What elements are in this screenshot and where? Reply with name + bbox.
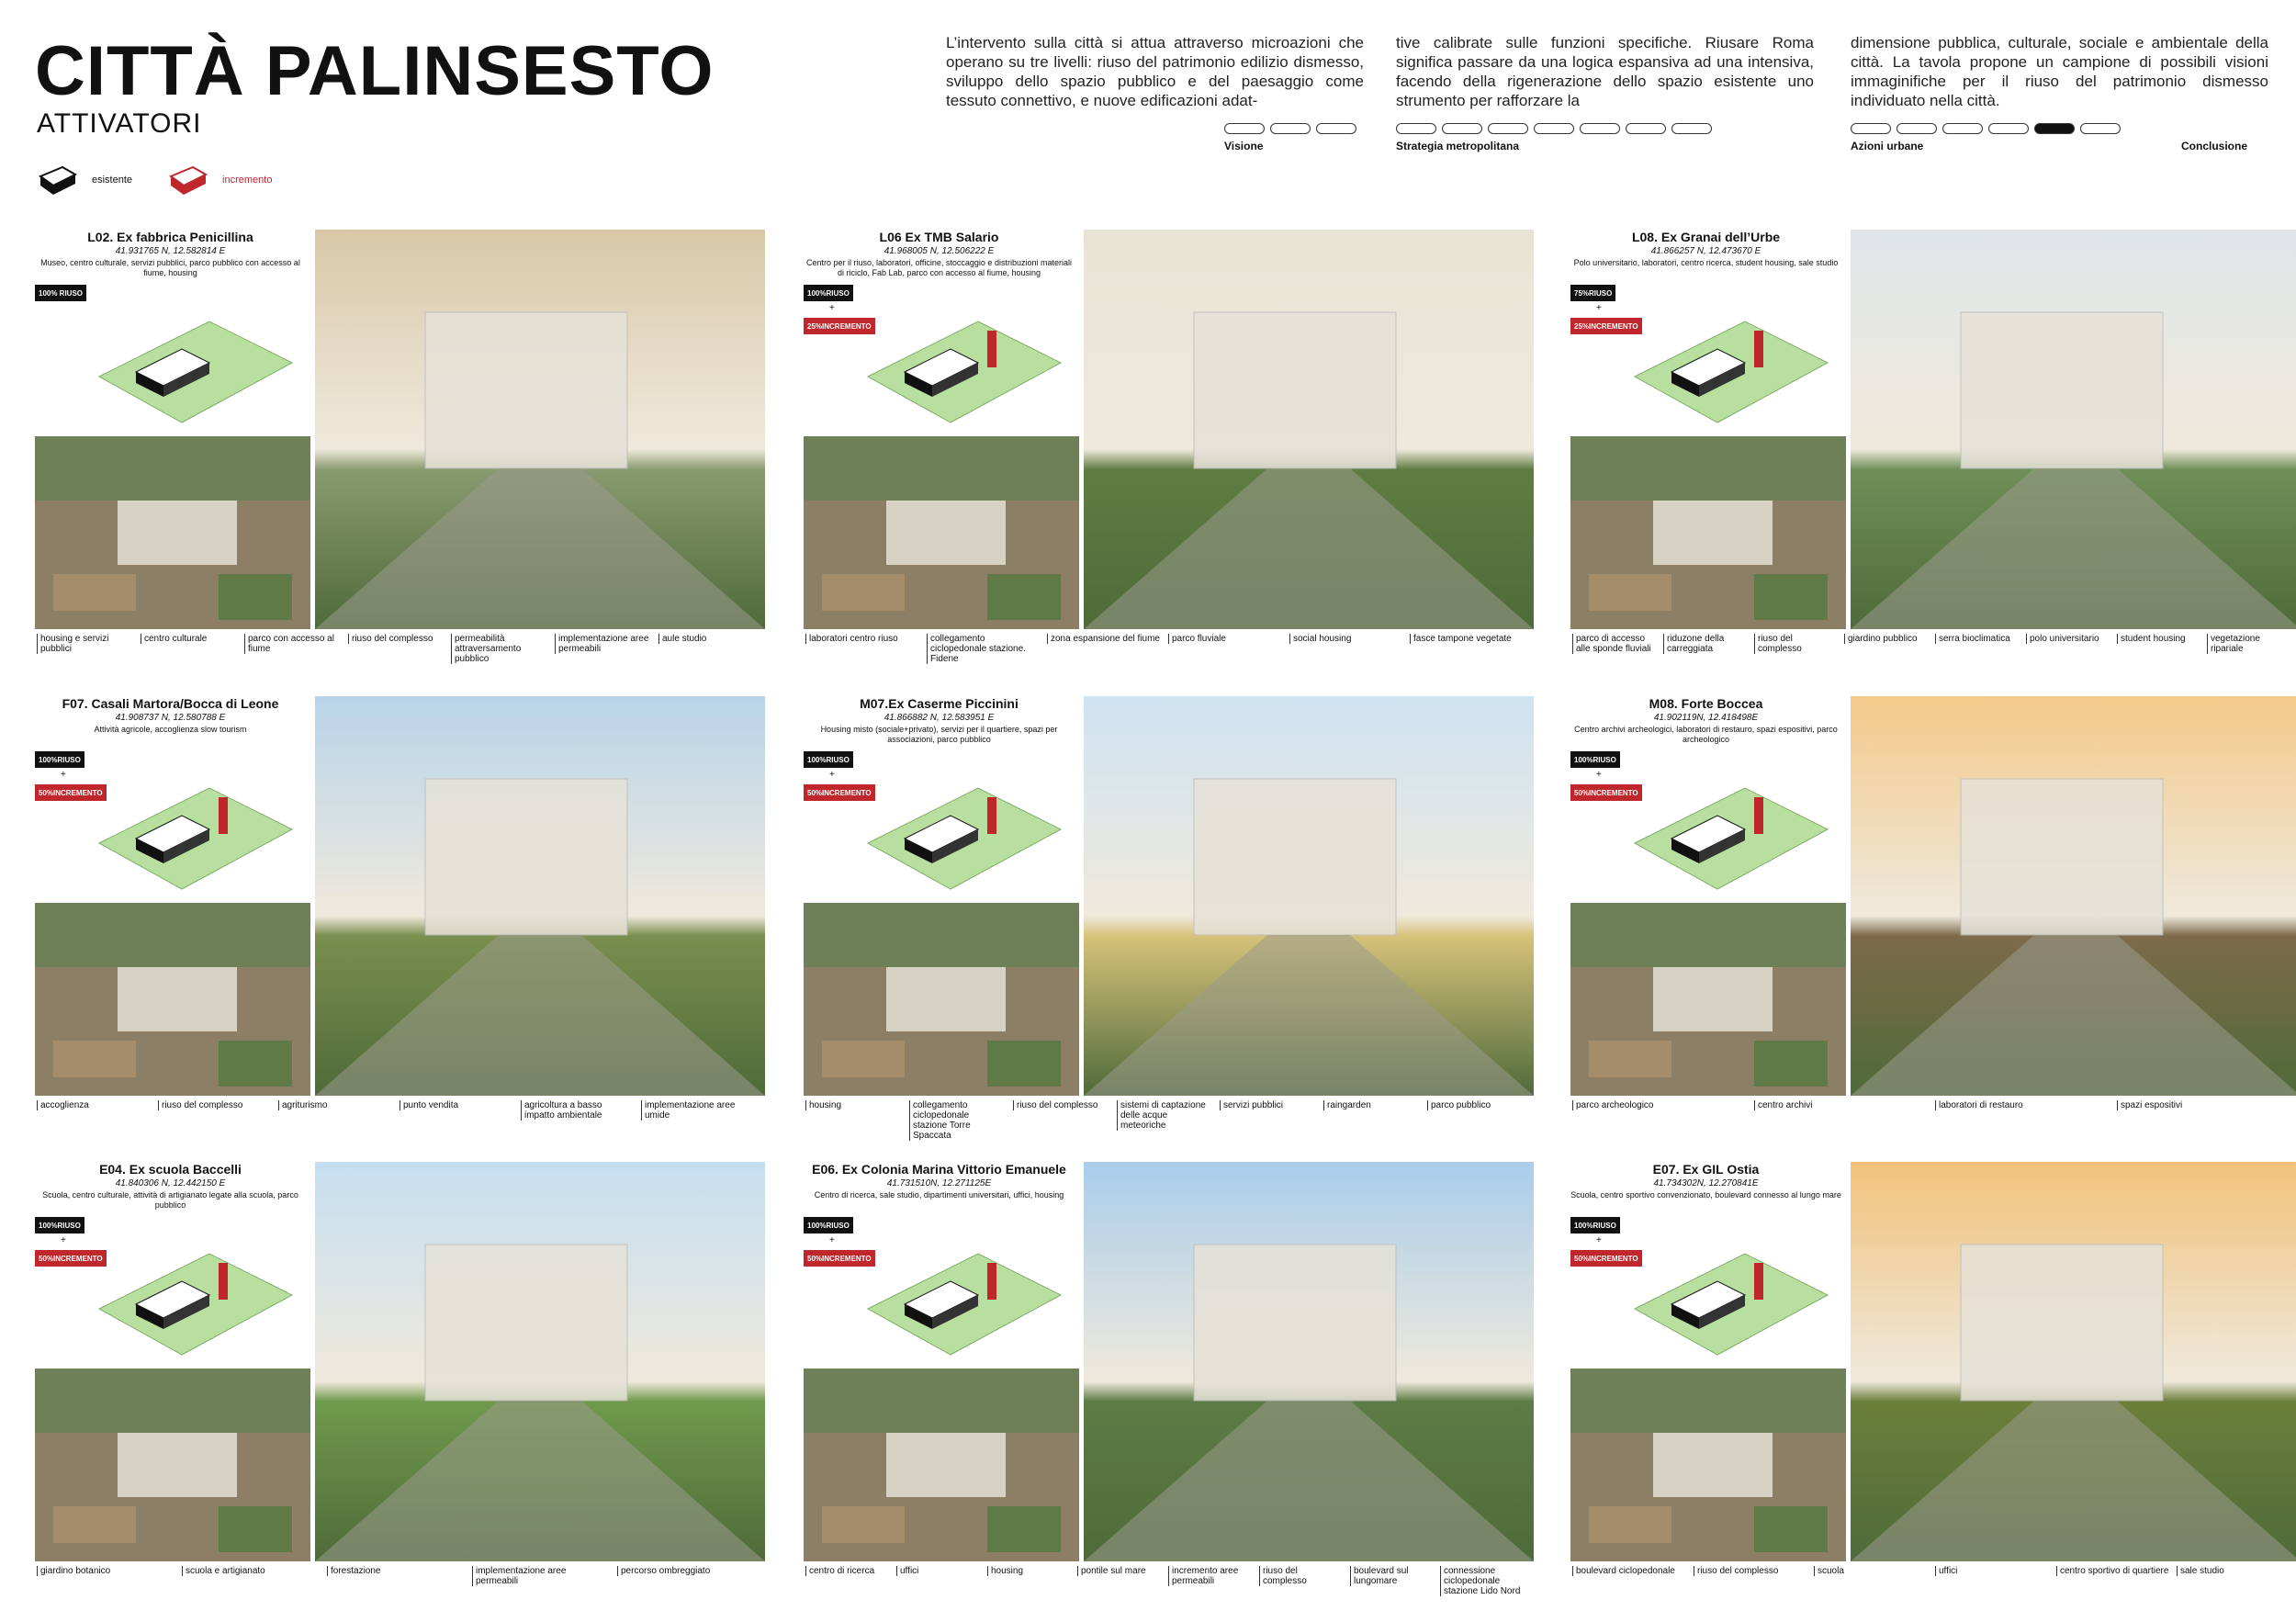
project-coordinates: 41.902119N, 12.418498E <box>1653 713 1759 723</box>
caption-label: parco di accesso alle sponde fluviali <box>1572 634 1656 654</box>
project-description: Polo universitario, laboratori, centro ricerca, student housing, sale studio <box>1573 258 1839 267</box>
caption-label: zona espansione del fiume <box>1047 634 1161 644</box>
project-header <box>35 696 306 735</box>
aerial-photo <box>35 1369 310 1561</box>
project-coordinates: 41.734302N, 12.270841E <box>1653 1178 1759 1188</box>
project-coordinates: 41.866257 N, 12.473670 E <box>1650 246 1761 256</box>
project-coordinates: 41.908737 N, 12.580788 E <box>115 713 226 723</box>
nav-pill-active[interactable] <box>2034 123 2075 134</box>
project-name: E04. Ex scuola Baccelli <box>99 1162 242 1177</box>
render-image <box>1084 230 1534 629</box>
plus-sign: + <box>829 770 835 780</box>
plus-sign: + <box>829 303 835 313</box>
axonometric-diagram <box>840 294 1070 432</box>
project-description: Centro per il riuso, laboratori, officine, stoccaggio e distribuzioni materiali di riciclo, Fab Lab, parco con accesso al fiume, housing <box>806 258 1072 277</box>
caption-label: implementazione aree umide <box>641 1100 755 1121</box>
project-block <box>804 230 1538 670</box>
axonometric-diagram <box>840 1226 1070 1364</box>
caption-label: fasce tampone vegetate <box>1410 634 1524 644</box>
render-image <box>1851 696 2296 1096</box>
project-coordinates: 41.968005 N, 12.506222 E <box>884 246 995 256</box>
caption-label: uffici <box>896 1566 980 1576</box>
caption-label: implementazione aree permeabili <box>555 634 651 654</box>
project-name: M08. Forte Boccea <box>1649 696 1763 711</box>
axonometric-diagram <box>840 760 1070 898</box>
caption-label: giardino botanico <box>37 1566 174 1576</box>
plus-sign: + <box>1596 303 1602 313</box>
caption-label: incremento aree permeabili <box>1168 1566 1252 1586</box>
caption-label: centro culturale <box>141 634 237 644</box>
caption-label: uffici <box>1935 1566 2049 1576</box>
render-image <box>1084 1162 1534 1561</box>
increment-badge: 50%INCREMENTO <box>35 1250 107 1267</box>
page-subtitle: ATTIVATORI <box>37 108 202 139</box>
reuse-badge: 100%RIUSO <box>35 1217 84 1233</box>
project-name: E07. Ex GIL Ostia <box>1652 1162 1760 1177</box>
caption-label: sistemi di captazione delle acque meteoriche <box>1117 1100 1213 1131</box>
project-block <box>35 696 770 1137</box>
caption-label: forestazione <box>327 1566 465 1576</box>
caption-label: spazi espositivi <box>2117 1100 2291 1110</box>
intro-text-col3: dimensione pubblica, culturale, sociale e ambientale della città. La tavola propone un campione di possibili visioni immaginifiche per il riuso del patrimonio dismesso individuato nella città. <box>1851 34 2268 109</box>
project-block <box>1570 1162 2296 1603</box>
project-coordinates: 41.931765 N, 12.582814 E <box>115 246 226 256</box>
caption-label: scuola <box>1814 1566 1928 1576</box>
project-coordinates: 41.866882 N, 12.583951 E <box>884 713 995 723</box>
intro-text-col1: L’intervento sulla città si attua attraverso microazioni che operano su tre livelli: riuso del patrimonio edilizio dismesso, sviluppo dello spazio pubblico e del paesaggio come tessuto connettivo, e nuove edificazioni adat- <box>946 34 1364 109</box>
project-name: L06 Ex TMB Salario <box>879 230 999 244</box>
nav-pill[interactable] <box>1851 123 1891 134</box>
legend-increment-label: incremento <box>222 175 273 186</box>
nav-pill[interactable] <box>1896 123 1937 134</box>
aerial-photo <box>1570 1369 1846 1561</box>
nav-pill[interactable] <box>1988 123 2029 134</box>
legend-existing-label: esistente <box>92 175 133 186</box>
caption-label: riduzone della carreggiata <box>1663 634 1747 654</box>
page-title: CITTÀ PALINSESTO <box>35 32 715 110</box>
render-image <box>315 696 765 1096</box>
project-block <box>804 696 1538 1141</box>
project-header <box>1570 696 1841 745</box>
nav-pill[interactable] <box>1671 123 1712 134</box>
project-header <box>1570 1162 1841 1200</box>
existing-volume-icon <box>37 163 79 197</box>
nav-pill[interactable] <box>1396 123 1436 134</box>
caption-label: student housing <box>2117 634 2200 644</box>
caption-label: centro di ricerca <box>805 1566 889 1576</box>
nav-conclusione-label[interactable]: Conclusione <box>2181 140 2248 152</box>
aerial-photo <box>35 903 310 1096</box>
caption-label: parco pubblico <box>1427 1100 1524 1110</box>
reuse-badge: 100%RIUSO <box>804 751 853 768</box>
project-block <box>804 1162 1538 1603</box>
nav-pill[interactable] <box>1224 123 1265 134</box>
caption-label: accoglienza <box>37 1100 151 1110</box>
caption-label: serra bioclimatica <box>1935 634 2019 644</box>
caption-label: laboratori di restauro <box>1935 1100 2110 1110</box>
caption-label: vegetazione ripariale <box>2207 634 2290 654</box>
caption-label: riuso del complesso <box>1694 1566 1807 1576</box>
axonometric-diagram <box>1607 760 1837 898</box>
caption-label: centro sportivo di quartiere <box>2056 1566 2170 1576</box>
axonometric-diagram <box>1607 294 1837 432</box>
caption-label: boulevard ciclopedonale <box>1572 1566 1686 1576</box>
reuse-badge: 100%RIUSO <box>804 285 853 301</box>
caption-label: raingarden <box>1323 1100 1420 1110</box>
project-description: Museo, centro culturale, servizi pubblici, parco pubblico con accesso al fiume, housing <box>40 258 300 277</box>
project-name: F07. Casali Martora/Bocca di Leone <box>62 696 279 711</box>
project-coordinates: 41.840306 N, 12.442150 E <box>115 1178 226 1188</box>
plus-sign: + <box>1596 770 1602 780</box>
plus-sign: + <box>829 1235 835 1245</box>
caption-label: housing <box>987 1566 1071 1576</box>
nav-azioni-pills[interactable] <box>1851 123 2121 134</box>
increment-badge: 50%INCREMENTO <box>1570 1250 1642 1267</box>
caption-label: riuso del complesso <box>1259 1566 1343 1586</box>
reuse-badge: 100%RIUSO <box>1570 1217 1620 1233</box>
aerial-photo <box>804 436 1079 629</box>
project-header <box>804 1162 1075 1200</box>
project-description: Attività agricole, accoglienza slow tourism <box>94 725 247 734</box>
caption-label: connessione ciclopedonale stazione Lido Nord <box>1440 1566 1524 1596</box>
caption-label: aule studio <box>658 634 755 644</box>
nav-pill[interactable] <box>1488 123 1528 134</box>
caption-label: riuso del complesso <box>1013 1100 1109 1110</box>
caption-label: scuola e artigianato <box>182 1566 320 1576</box>
nav-pill[interactable] <box>1316 123 1356 134</box>
nav-pill[interactable] <box>1534 123 1574 134</box>
caption-label: parco archeologico <box>1572 1100 1747 1110</box>
caption-label: permeabilità attraversamento pubblico <box>451 634 547 664</box>
aerial-photo <box>804 903 1079 1096</box>
axonometric-diagram <box>72 760 301 898</box>
caption-label: servizi pubblici <box>1220 1100 1316 1110</box>
project-description: Centro di ricerca, sale studio, dipartimenti universitari, uffici, housing <box>814 1190 1064 1200</box>
nav-azioni-label[interactable]: Azioni urbane <box>1851 140 1924 152</box>
increment-badge: 25%INCREMENTO <box>804 318 875 334</box>
reuse-badge: 75%RIUSO <box>1570 285 1615 301</box>
plus-sign: + <box>1596 1235 1602 1245</box>
nav-pill[interactable] <box>1270 123 1311 134</box>
caption-label: parco con accesso al fiume <box>244 634 341 654</box>
axonometric-diagram <box>72 294 301 432</box>
project-name: E06. Ex Colonia Marina Vittorio Emanuele <box>812 1162 1066 1177</box>
project-block <box>35 1162 770 1603</box>
increment-badge: 50%INCREMENTO <box>804 1250 875 1267</box>
project-header <box>35 230 306 278</box>
caption-label: housing e servizi pubblici <box>37 634 133 654</box>
render-image <box>315 1162 765 1561</box>
nav-visione-pills[interactable] <box>1224 123 1356 134</box>
caption-label: centro archivi <box>1754 1100 1929 1110</box>
project-description: Scuola, centro sportivo convenzionato, boulevard connesso al lungo mare <box>1570 1190 1841 1200</box>
intro-text-col2: tive calibrate sulle funzioni specifiche. Riusare Roma significa passare da una logica espansiva ad una intensiva, facendo della rigenerazione dello spazio esistente uno strumento per rafforzare la <box>1396 34 1814 109</box>
nav-strategia-pills[interactable] <box>1396 123 1712 134</box>
caption-label: polo universitario <box>2026 634 2110 644</box>
project-name: M07.Ex Caserme Piccinini <box>860 696 1019 711</box>
project-block <box>35 230 770 670</box>
increment-badge: 50%INCREMENTO <box>1570 784 1642 801</box>
project-description: Housing misto (sociale+privato), servizi per il quartiere, spazi per associazioni, parco pubblico <box>820 725 1058 744</box>
increment-badge: 25%INCREMENTO <box>1570 318 1642 334</box>
nav-pill[interactable] <box>1626 123 1666 134</box>
caption-label: collegamento ciclopedonale stazione Torre Spaccata <box>909 1100 1006 1141</box>
legend <box>37 163 272 197</box>
project-name: L02. Ex fabbrica Penicillina <box>87 230 253 244</box>
caption-label: riuso del complesso <box>1754 634 1838 654</box>
axonometric-diagram <box>72 1226 301 1364</box>
caption-label: pontile sul mare <box>1077 1566 1161 1576</box>
caption-label: percorso ombreggiato <box>617 1566 755 1576</box>
project-coordinates: 41.731510N, 12.271125E <box>886 1178 992 1188</box>
plus-sign: + <box>61 1235 66 1245</box>
plus-sign: + <box>61 770 66 780</box>
reuse-badge: 100%RIUSO <box>1570 751 1620 768</box>
aerial-photo <box>804 1369 1079 1561</box>
render-image <box>315 230 765 629</box>
reuse-badge: 100%RIUSO <box>804 1217 853 1233</box>
project-description: Scuola, centro culturale, attività di artigianato legate alla scuola, parco pubblico <box>42 1190 298 1210</box>
reuse-badge: 100%RIUSO <box>35 751 84 768</box>
increment-badge: 50%INCREMENTO <box>804 784 875 801</box>
render-image <box>1084 696 1534 1096</box>
caption-label: riuso del complesso <box>348 634 445 644</box>
aerial-photo <box>35 436 310 629</box>
nav-pill[interactable] <box>2080 123 2121 134</box>
aerial-photo <box>1570 436 1846 629</box>
project-header <box>1570 230 1841 268</box>
caption-label: agricoltura a basso impatto ambientale <box>521 1100 635 1121</box>
project-block <box>1570 696 2296 1137</box>
increment-badge: 50%INCREMENTO <box>35 784 107 801</box>
project-header <box>804 230 1075 278</box>
nav-pill[interactable] <box>1942 123 1983 134</box>
caption-label: agriturismo <box>278 1100 392 1110</box>
caption-label: parco fluviale <box>1168 634 1282 644</box>
render-image <box>1851 230 2296 629</box>
caption-label: implementazione aree permeabili <box>472 1566 610 1586</box>
project-header <box>804 696 1075 745</box>
nav-pill[interactable] <box>1442 123 1482 134</box>
caption-label: giardino pubblico <box>1844 634 1928 644</box>
caption-label: sale studio <box>2177 1566 2290 1576</box>
caption-label: boulevard sul lungomare <box>1350 1566 1434 1586</box>
project-name: L08. Ex Granai dell’Urbe <box>1631 230 1781 244</box>
caption-label: laboratori centro riuso <box>805 634 919 644</box>
caption-label: collegamento ciclopedonale stazione. Fidene <box>927 634 1041 664</box>
render-image <box>1851 1162 2296 1561</box>
project-description: Centro archivi archeologici, laboratori di restauro, spazi espositivi, parco archeologico <box>1574 725 1838 744</box>
caption-label: social housing <box>1289 634 1403 644</box>
caption-label: riuso del complesso <box>158 1100 272 1110</box>
caption-label: punto vendita <box>400 1100 513 1110</box>
caption-label: housing <box>805 1100 902 1110</box>
project-block <box>1570 230 2296 670</box>
nav-strategia-label[interactable]: Strategia metropolitana <box>1396 140 1520 152</box>
axonometric-diagram <box>1607 1226 1837 1364</box>
reuse-badge: 100% RIUSO <box>35 285 86 301</box>
nav-visione-label[interactable]: Visione <box>1224 140 1264 152</box>
aerial-photo <box>1570 903 1846 1096</box>
increment-volume-icon <box>167 163 209 197</box>
project-header <box>35 1162 306 1211</box>
nav-pill[interactable] <box>1580 123 1620 134</box>
